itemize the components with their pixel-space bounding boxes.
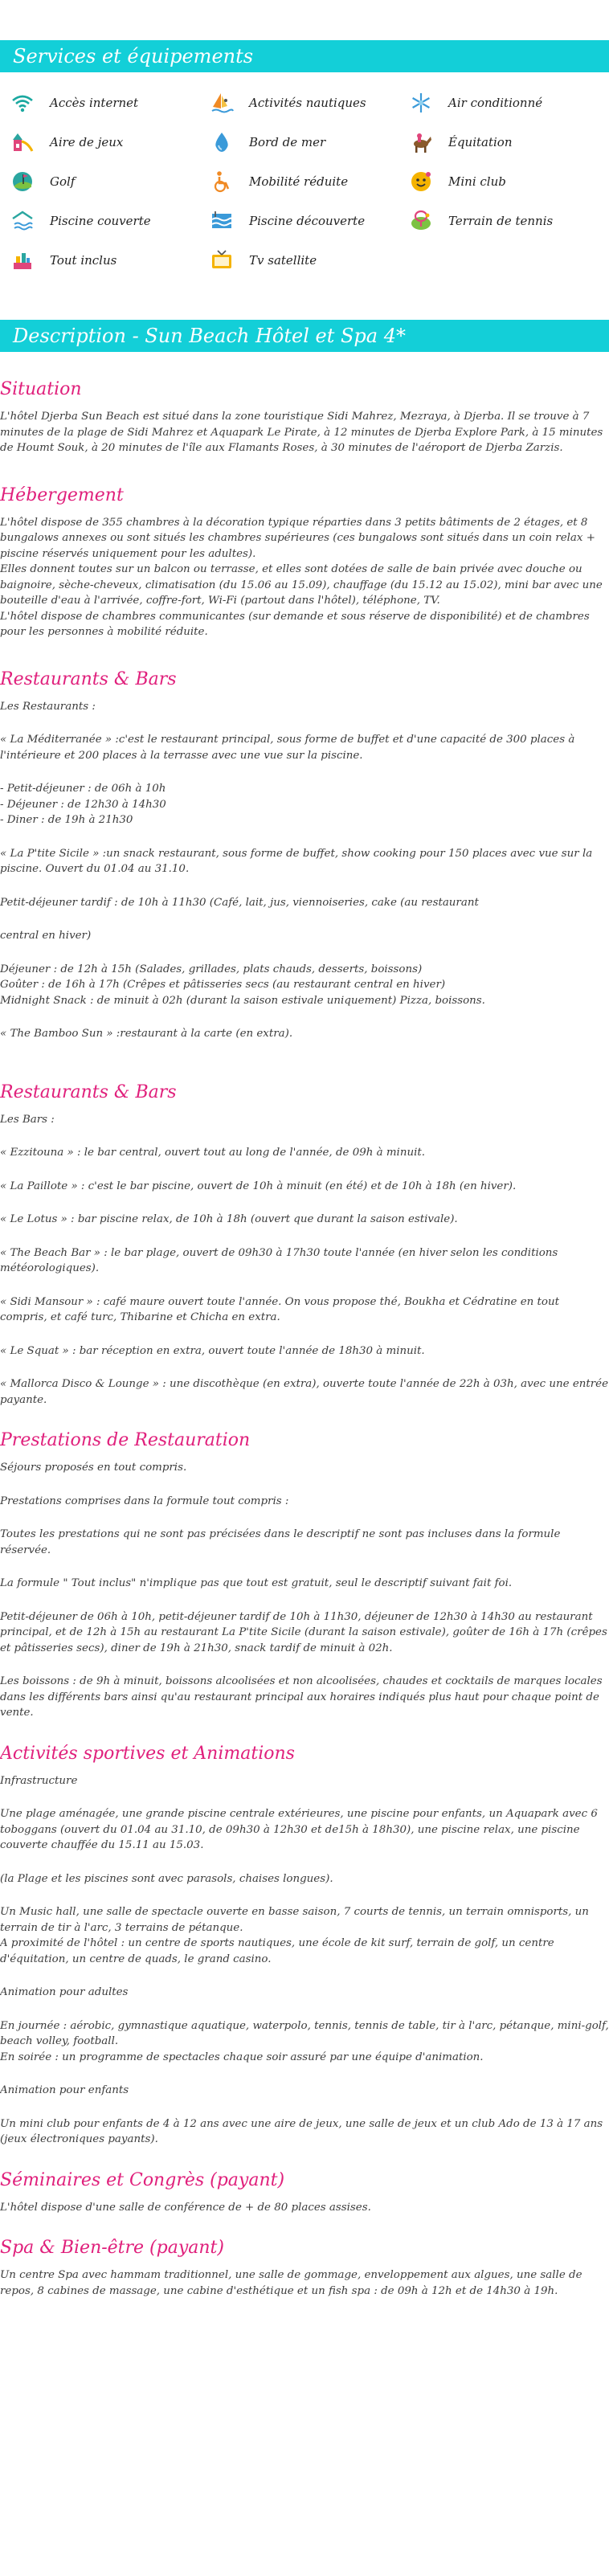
amenity-label: Golf [50,174,76,189]
amenity-nautical [209,90,408,116]
prestations-paragraph: La formule " Tout inclus" n'implique pas que tout est gratuit, seul le descriptif suivant fait foi. [0,1577,513,1589]
windsurf-icon [209,90,235,116]
bar-item: « The Beach Bar » : le bar plage, ouvert de 09h30 à 17h30 toute l'année (en hiver selon les conditions météorologiques). [0,1246,558,1274]
amenity-tennis [408,208,607,234]
description-content [0,352,609,2299]
snowflake-icon [408,90,434,116]
wifi-icon [10,90,35,116]
amenity-mini-club [408,169,607,194]
amenity-outdoor-pool [209,208,408,234]
restaurant-ptite-sicile: « La P'tite Sicile » :un snack restaurant, sous forme de buffet, show cooking pour 150 places avec vue sur la piscine. Ouvert du 01.04 au 31.10. [0,847,593,875]
playground-icon [10,129,35,155]
bar-item: « Ezzitouna » : le bar central, ouvert tout au long de l'année, de 09h à minuit. [0,1147,426,1159]
amenity-aircon [408,90,607,116]
prestations-paragraph: Séjours proposés en tout compris. [0,1462,187,1474]
amenity-covered-pool [10,208,209,234]
prestations-paragraph: Les boissons : de 9h à minuit, boissons alcoolisées et non alcoolisées, chaudes et cocktails de marques locales dans les différents bars ainsi qu'au restaurant principal aux horaires indiqués plus haut pour chaque point de vente. [0,1675,603,1719]
bars-intro: Les Bars : [0,1113,55,1126]
wheelchair-icon [209,169,235,194]
services-header: Services et équipements [0,40,609,72]
golf-icon [10,169,35,194]
amenity-label: Accès internet [50,96,139,110]
amenity-label: Équitation [448,135,513,149]
waterdrop-icon [209,129,235,155]
activites-paragraph: En journée : aérobic, gymnastique aquatique, waterpolo, tennis, tennis de table, tir à l'arc, pétanque, mini-golf, beach volley, football. En soirée : un programme de spectacles chaque soir assuré par une équipe d'animation. [0,2019,609,2063]
prestations-paragraph: Prestations comprises dans la formule tout compris : [0,1494,289,1507]
covered-pool-icon [10,208,35,234]
amenity-label: Activités nautiques [249,96,366,110]
bars-heading: Restaurants & Bars [0,1082,177,1102]
amenity-label: Mobilité réduite [249,174,349,189]
amenity-label: Bord de mer [249,135,326,149]
restaurants-heading: Restaurants & Bars [0,669,177,689]
amenity-riding [408,129,607,155]
bar-item: « Le Squat » : bar réception en extra, ouvert toute l'année de 18h30 à minuit. [0,1344,425,1357]
kids-club-icon [408,169,434,194]
activites-paragraph: Un mini club pour enfants de 4 à 12 ans avec une aire de jeux, une salle de jeux et un club Ado de 13 à 17 ans (jeux électroniques payants). [0,2117,603,2145]
bar-item: « Sidi Mansour » : café maure ouvert toute l'année. On vous propose thé, Boukha et Cédratine en tout compris, et café turc, Thibarine et Chicha en extra. [0,1295,559,1323]
prestations-paragraph: Petit-déjeuner de 06h à 10h, petit-déjeuner tardif de 10h à 11h30, déjeuner de 12h30 à 14h30 au restaurant principal, et de 12h à 15h au restaurant La P'tite Sicile (durant la saison estivale), goûter de 16h à 17h (crêpes et pâtisseries secs), diner de 19h à 21h30, snack tardif de minuit à 02h. [0,1610,607,1654]
activites-paragraph: Infrastructure [0,1774,78,1787]
seminaires-heading: Séminaires et Congrès (payant) [0,2169,285,2190]
amenity-label: Tout inclus [50,253,117,268]
amenity-golf [10,169,209,194]
bar-item: « Mallorca Disco & Lounge » : une discothèque (en extra), ouverte toute l'année de 22h à 03h, avec une entrée payante. [0,1378,608,1406]
hebergement-text: L'hôtel dispose de 355 chambres à la décoration typique réparties dans 3 petits bâtiments de 2 étages, et 8 bungalows annexes ou sont situés les chambres supérieures (ces bungalows sont situés dans un coin relax + piscine réservés uniquement pour les adultes). Elles donnent toutes sur un balcon ou terrasse, et elles sont dotées de salle de bain privée avec douche ou baignoire, sèche-cheveux, climatisation (du 15.06 au 15.09), chauffage (du 15.12 au 15.02), mini bar avec une bouteille d'eau à l'arrivée, coffre-fort, Wi-Fi (partout dans l'hôtel), téléphone, TV. L'hôtel dispose de chambres communicantes (sur demande et sous réserve de disponibilité) et de chambres pour les personnes à mobilité réduite. [0,516,603,638]
prestations-paragraph: Toutes les prestations qui ne sont pas précisées dans le descriptif ne sont pas incluses dans la formule réservée. [0,1528,561,1556]
amenity-all-inclusive [10,247,209,273]
amenity-label: Air conditionné [448,96,543,110]
restaurants-intro: Les Restaurants : [0,700,96,713]
activites-paragraph: Une plage aménagée, une grande piscine centrale extérieures, une piscine pour enfants, un Aquapark avec 6 toboggans (ouvert du 01.04 au 31.10, de 09h30 à 12h30 et de15h à 18h30), une piscine relax, une piscine couverte chauffée du 15.11 au 15.03. [0,1808,598,1851]
restaurant-bamboo: « The Bamboo Sun » :restaurant à la carte (en extra). [0,1028,293,1040]
activites-heading: Activités sportives et Animations [0,1743,295,1764]
restaurant-mediterranee: « La Méditerranée » :c'est le restaurant principal, sous forme de buffet et d'une capacité de 300 places à l'intérieure et 200 places à la terrasse avec une vue sur la piscine. [0,734,575,762]
amenity-label: Piscine découverte [249,214,366,228]
restaurant-meal-times: - Petit-déjeuner : de 06h à 10h - Déjeuner : de 12h30 à 14h30 - Diner : de 19h à 21h30 [0,783,166,826]
amenity-satellite-tv [209,247,408,273]
horse-icon [408,129,434,155]
bar-item: « Le Lotus » : bar piscine relax, de 10h à 18h (ouvert que durant la saison estivale). [0,1213,458,1225]
spa-heading: Spa & Bien-être (payant) [0,2238,224,2258]
restaurant-snack-times: Déjeuner : de 12h à 15h (Salades, grillades, plats chauds, desserts, boissons) Goûter : de 16h à 17h (Crêpes et pâtisseries secs (au restaurant central en hiver) Midnight Snack : de minuit à 02h (durant la saison estivale uniquement) Pizza, boissons. [0,963,485,1007]
late-breakfast-line1: Petit-déjeuner tardif : de 10h à 11h30 (Café, lait, jus, viennoiseries, cake (au restaurant [0,896,479,909]
description-header: Description - Sun Beach Hôtel et Spa 4* [0,320,609,352]
amenity-label: Piscine couverte [50,214,151,228]
activites-paragraph: Animation pour adultes [0,1986,129,1998]
amenity-playground [10,129,209,155]
amenities-grid [0,72,609,296]
activites-paragraph: Animation pour enfants [0,2084,129,2096]
activites-paragraph: Un Music hall, une salle de spectacle ouverte en basse saison, 7 courts de tennis, un terrain omnisports, un terrain de tir à l'arc, 3 terrains de pétanque. A proximité de l'hôtel : un centre de sports nautiques, une école de kit surf, terrain de golf, un centre d'équitation, un centre de quads, le grand casino. [0,1906,589,1965]
tennis-icon [408,208,434,234]
bar-item: « La Paillote » : c'est le bar piscine, ouvert de 10h à minuit (en été) et de 10h à 18h (en hiver). [0,1180,517,1192]
prestations-heading: Prestations de Restauration [0,1430,251,1450]
page [0,40,609,2299]
all-inclusive-icon [10,247,35,273]
amenity-label: Mini club [448,174,506,189]
spa-text: Un centre Spa avec hammam traditionnel, une salle de gommage, enveloppement aux algues, une salle de repos, 8 cabines de massage, une cabine d'esthétique et un fish spa : de 09h à 12h et de 14h30 à 19h. [0,2269,582,2297]
outdoor-pool-icon [209,208,235,234]
amenity-seaside [209,129,408,155]
situation-text: L'hôtel Djerba Sun Beach est situé dans la zone touristique Sidi Mahrez, Mezraya, à Djerba. Il se trouve à 7 minutes de la plage de Sidi Mahrez et Aquapark Le Pirate, à 12 minutes de Djerba Explore Park, à 15 minutes de Houmt Souk, à 20 minutes de l'île aux Flamants Roses, à 30 minutes de l'aéroport de Djerba Zarzis. [0,411,603,454]
amenity-label: Terrain de tennis [448,214,554,228]
amenity-label: Aire de jeux [50,135,124,149]
amenity-label: Tv satellite [249,253,317,268]
amenity-internet [10,90,209,116]
satellite-tv-icon [209,247,235,273]
situation-heading: Situation [0,379,82,399]
activites-paragraph: (la Plage et les piscines sont avec parasols, chaises longues). [0,1872,333,1885]
amenity-reduced-mobility [209,169,408,194]
late-breakfast-line2: central en hiver) [0,930,92,942]
seminaires-text: L'hôtel dispose d'une salle de conférence de + de 80 places assises. [0,2201,371,2214]
hebergement-heading: Hébergement [0,485,124,505]
